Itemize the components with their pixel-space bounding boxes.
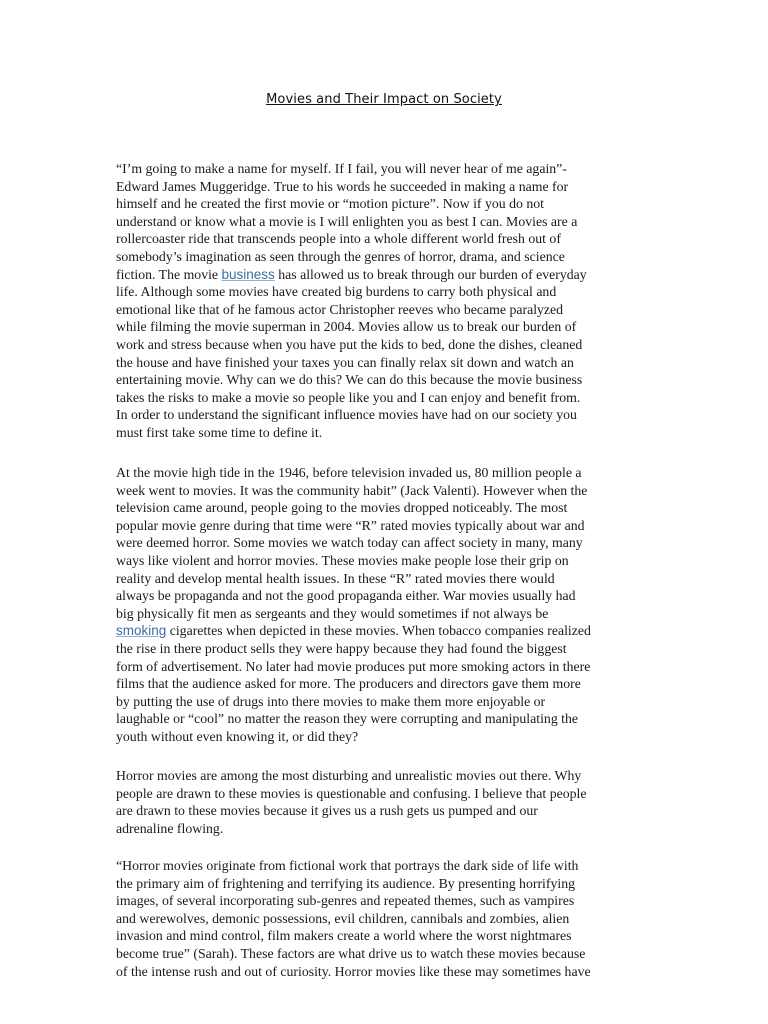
text-segment: form of advertisement. No later had movie produces put more smoking actors in there — [116, 658, 591, 674]
text-segment: images, of several incorporating sub-genres and repeated themes, such as vampires — [116, 893, 575, 909]
text-line — [116, 178, 656, 196]
text-line — [116, 160, 656, 178]
text-line — [116, 336, 656, 354]
text-line — [116, 552, 656, 570]
text-segment: the rise in there product sells they were happy because they had found the biggest — [116, 640, 567, 656]
text-line — [116, 910, 656, 928]
text-line — [116, 728, 656, 746]
text-segment: television came around, people going to the movies dropped noticeably. The most — [116, 500, 568, 516]
text-line — [116, 675, 656, 693]
text-segment: always be propaganda and not the good propaganda either. War movies usually had — [116, 588, 576, 604]
text-segment: must first take some time to define it. — [116, 424, 323, 440]
text-line — [116, 213, 656, 231]
text-segment: somebody’s imagination as seen through the genres of horror, drama, and science — [116, 248, 565, 264]
link-smoking[interactable]: smoking — [116, 623, 167, 639]
text-line — [116, 424, 656, 442]
text-segment: week went to movies. It was the community habit” (Jack Valenti). However when the — [116, 482, 588, 498]
text-line — [116, 587, 656, 605]
text-line — [116, 482, 656, 500]
text-line — [116, 785, 656, 803]
text-segment: are drawn to these movies because it gives us a rush gets us pumped and our — [116, 803, 538, 819]
text-line — [116, 570, 656, 588]
text-segment: reality and develop mental health issues. In these “R” rated movies there would — [116, 570, 555, 586]
text-segment: of the intense rush and out of curiosity. Horror movies like these may sometimes have — [116, 963, 591, 979]
text-line — [116, 499, 656, 517]
paragraph-horror-movies — [116, 767, 656, 837]
text-segment: entertaining movie. Why can we do this? We can do this because the movie business — [116, 372, 583, 388]
text-line — [116, 283, 656, 301]
text-line — [116, 820, 656, 838]
text-segment: and werewolves, demonic possessions, evil children, cannibals and zombies, alien — [116, 910, 570, 926]
text-segment: by putting the use of drugs into there movies to make them more enjoyable or — [116, 693, 546, 709]
text-line — [116, 230, 656, 248]
text-segment: understand or know what a movie is I will enlighten you as best I can. Movies are a — [116, 213, 578, 229]
text-line — [116, 892, 656, 910]
text-segment: popular movie genre during that time were “R” rated movies typically about war and — [116, 517, 585, 533]
text-segment: Horror movies are among the most disturbing and unrealistic movies out there. Why — [116, 768, 582, 783]
text-segment: emotional like that of he famous actor Christopher reeves who became paralyzed — [116, 301, 564, 317]
text-line — [116, 517, 656, 535]
text-line — [116, 195, 656, 213]
text-line — [116, 658, 656, 676]
text-line — [116, 710, 656, 728]
text-segment: life. Although some movies have created big burdens to carry both physical and — [116, 284, 557, 300]
text-segment: people are drawn to these movies is questionable and confusing. I believe that people — [116, 785, 587, 801]
text-segment: were deemed horror. Some movies we watch today can affect society in many, many — [116, 535, 583, 551]
text-line — [116, 857, 656, 875]
text-segment: work and stress because when you have put the kids to bed, done the dishes, cleaned — [116, 336, 583, 352]
text-line — [116, 605, 656, 623]
text-segment: takes the risks to make a movie so people like you and I can enjoy and benefit from. — [116, 389, 581, 405]
text-line — [116, 464, 656, 482]
text-line — [116, 622, 656, 640]
text-segment: ways like violent and horror movies. These movies make people lose their grip on — [116, 552, 569, 568]
text-line — [116, 389, 656, 407]
document-title: Movies and Their Impact on Society — [266, 92, 502, 107]
text-segment: the house and have finished your taxes you can finally relax sit down and watch an — [116, 354, 574, 370]
text-segment: Edward James Muggeridge. True to his words he succeeded in making a name for — [116, 178, 569, 194]
text-segment: fiction. The movie — [116, 266, 222, 282]
text-segment: At the movie high tide in the 1946, before television invaded us, 80 million people a — [116, 465, 582, 480]
text-line — [116, 802, 656, 820]
text-segment: In order to understand the significant influence movies have had on our society you — [116, 407, 577, 423]
text-segment: cigarettes when depicted in these movies. When tobacco companies realized — [166, 623, 591, 639]
text-segment: “Horror movies originate from fictional work that portrays the dark side of life with — [116, 858, 579, 873]
text-segment: films that the audience asked for more. The producers and directors gave them more — [116, 676, 581, 692]
text-line — [116, 963, 656, 981]
text-line — [116, 354, 656, 372]
text-segment: big physically fit men as sergeants and they would sometimes if not always be — [116, 605, 549, 621]
text-line — [116, 693, 656, 711]
text-segment: laughable or “cool” no matter the reason they were corrupting and manipulating the — [116, 711, 579, 727]
text-line — [116, 640, 656, 658]
text-line — [116, 406, 656, 424]
text-segment: invasion and mind control, film makers create a world where the worst nightmares — [116, 928, 572, 944]
paragraph-intro — [116, 160, 656, 442]
text-line — [116, 927, 656, 945]
text-segment: the primary aim of frightening and terrifying its audience. By presenting horrifying — [116, 875, 576, 891]
text-line — [116, 875, 656, 893]
text-line — [116, 767, 656, 785]
text-segment: has allowed us to break through our burden of everyday — [274, 266, 587, 282]
link-business[interactable]: business — [221, 266, 275, 282]
text-segment: while filming the movie superman in 2004. Movies allow us to break our burden of — [116, 319, 577, 335]
text-segment: “I’m going to make a name for myself. If I fail, you will never hear of me again”- — [116, 161, 567, 176]
text-segment: adrenaline flowing. — [116, 820, 224, 836]
paragraph-horror-quote — [116, 857, 656, 980]
paragraph-movie-high-tide — [116, 464, 656, 746]
text-line — [116, 945, 656, 963]
text-line — [116, 371, 656, 389]
text-line — [116, 301, 656, 319]
text-segment: rollercoaster ride that transcends people into a whole different world fresh out of — [116, 231, 561, 247]
text-line — [116, 318, 656, 336]
text-line — [116, 534, 656, 552]
text-segment: youth without even knowing it, or did they? — [116, 728, 359, 744]
text-line — [116, 248, 656, 266]
text-segment: become true” (Sarah). These factors are what drive us to watch these movies because — [116, 945, 586, 961]
text-segment: himself and he created the first movie or “motion picture”. Now if you do not — [116, 196, 544, 212]
text-line — [116, 266, 656, 284]
